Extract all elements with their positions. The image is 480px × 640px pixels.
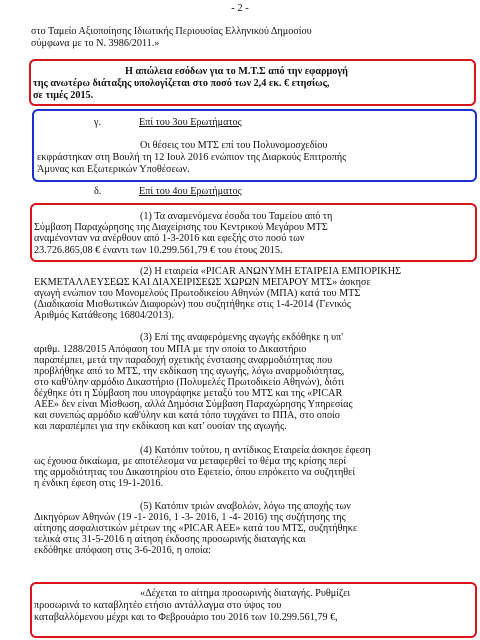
section-c-line: Οι θέσεις του ΜΤΣ επί του Πολυνομοσχεδίου — [140, 140, 328, 151]
para-5-line: Δικηγόρων Αθηνών (19 -1- 2016, 1 -3- 2016, 1 -4- 2016) της συζήτησης της — [34, 512, 346, 523]
para-1-line: αναμένονταν να ανέρθουν από 1-3-2016 και εφεξής στο ποσό των — [34, 233, 305, 244]
para-4-line: της αρμοδιότητας του Δικαστηρίου στο Εφετείο, όπου επρόκειτο να συζητηθεί — [34, 467, 356, 478]
revenue-loss-line: Η απώλεια εσόδων για το Μ.Τ.Σ από την εφαρμογή — [125, 66, 348, 77]
revenue-loss-line: της ανωτέρω διάταξης υπολογίζεται στο ποσό των 2,4 εκ. € ετησίως, — [33, 78, 330, 89]
section-c-line: Άμυνας και Εξωτερικών Υποθέσεων. — [37, 164, 190, 175]
para-4-line: η ένδικη έφεση στις 19-1-2016. — [34, 478, 164, 489]
para-3-line: στο καθ'ύλην αρμόδιο Δικαστήριο (Πολυμελές Πρωτοδικείο Αθηνών), διότι — [34, 377, 345, 388]
para-1-line: Σύμβαση Παραχώρησης της Διαχείρισης του Κεντρικού Μεγάρου ΜΤΣ — [34, 222, 328, 233]
quote-line: προσωρινά το καταβλητέο ετήσιο αντάλλαγμα στο ύψος του — [34, 600, 282, 611]
revenue-loss-line: σε τιμές 2015. — [33, 90, 94, 101]
para-3-line: και παραπέμπει για την εκδίκαση και κατ' ουσίαν της αγωγής. — [34, 421, 287, 432]
para-3-line: και συνεπώς αρμόδιο καθ'ύλην και κατά τόπο τυγχάνει το ΠΠΑ, στο οποίο — [34, 410, 340, 421]
intro-line: σύμφωνα με το Ν. 3986/2011.» — [31, 38, 160, 49]
para-2-line: ΕΚΜΕΤΑΛΛΕΥΣΕΩΣ ΚΑΙ ΔΙΑΧΕΙΡΙΣΕΩΣ ΧΩΡΩΝ ΜΕΓΑΡΟΥ ΜΤΣ» άσκησε — [34, 277, 371, 288]
para-1-line: 23.726.865,08 € έναντι των 10.299.561,79 € του έτους 2015. — [34, 245, 283, 256]
para-3-line: αριθμ. 1288/2015 Απόφαση του ΜΠΑ με την οποία το Δικαστήριο — [34, 344, 307, 355]
para-3-line: παραπέμπει, μετά την παραδοχή σχετικής ένστασης αναρμοδιότητας που — [34, 355, 333, 366]
para-2-line: (Διαδικασία Μισθωτικών Διαφορών) που συζητήθηκε στις 1-4-2014 (Γενικός — [34, 299, 351, 310]
para-4-line: (4) Κατόπιν τούτου, η αντίδικος Εταιρεία άσκησε έφεση — [140, 445, 371, 456]
para-4-line: ως έχουσα δικαίωμα, με αποτέλεσμα να μεταφερθεί το θέμα της κρίσης περί — [34, 456, 347, 467]
section-c-line: εκφράστηκαν στη Βουλή τη 12 Ιουλ 2016 ενώπιον της Διαρκούς Επιτροπής — [37, 152, 347, 163]
section-d-marker: δ. — [94, 186, 102, 197]
intro-line: στο Ταμείο Αξιοποίησης Ιδιωτικής Περιουσίας Ελληνικού Δημοσίου — [31, 26, 312, 37]
para-2-line: (2) Η εταιρεία «PICAR ΑΝΩΝΥΜΗ ΕΤΑΙΡΕΙΑ ΕΜΠΟΡΙΚΗΣ — [140, 266, 402, 277]
para-3-line: ΑΕΕ» δεν είναι Μίσθωση, αλλά Δημόσια Σύμβαση Παραχώρησης Υπηρεσίας — [34, 399, 353, 410]
section-d-heading: Επί του 4ου Ερωτήματος — [139, 186, 242, 197]
para-3-line: δέχθηκε ότι η Σύμβαση που υπογράφηκε μεταξύ του ΜΤΣ και της «PICAR — [34, 388, 343, 399]
para-5-line: αίτησης ασφαλιστικών μέτρων της «PICAR AEE» κατά του ΜΤΣ, συζητήθηκε — [34, 523, 358, 534]
quote-line: καταβαλλόμενου μέχρι και το Φεβρουάριο του 2016 των 10.299.561,79 €, — [34, 612, 338, 623]
para-1-line: (1) Τα αναμενόμενα έσοδα του Ταμείου από τη — [140, 211, 333, 222]
para-3-line: (3) Επί της αναφερόμενης αγωγής εκδόθηκε η υπ' — [140, 332, 344, 343]
section-c-marker: γ. — [94, 117, 102, 128]
para-5-line: εκδόθηκε απόφαση στις 3-6-2016, η οποία: — [34, 545, 211, 556]
section-c-heading: Επί του 3ου Ερωτήματος — [139, 117, 242, 128]
page-number: - 2 - — [231, 3, 249, 14]
para-5-line: τελικά στις 31-5-2016 η αίτηση έκδοσης προσωρινής διαταγής και — [34, 534, 306, 545]
para-2-line: αγωγή ενώπιον του Μονομελούς Πρωτοδικείου Αθηνών (ΜΠΑ) κατά του ΜΤΣ — [34, 288, 361, 299]
quote-line: «Δέχεται το αίτημα προσωρινής διαταγής. Ρυθμίζει — [140, 588, 351, 599]
para-5-line: (5) Κατόπιν τριών αναβολών, λόγω της αποχής των — [140, 501, 351, 512]
para-3-line: προβλήθηκε από το ΜΤΣ, την εκδίκαση της αγωγής, λόγω αναρμοδιότητας, — [34, 366, 345, 377]
para-2-line: Αριθμός Κατάθεσης 16804/2013). — [34, 310, 175, 321]
